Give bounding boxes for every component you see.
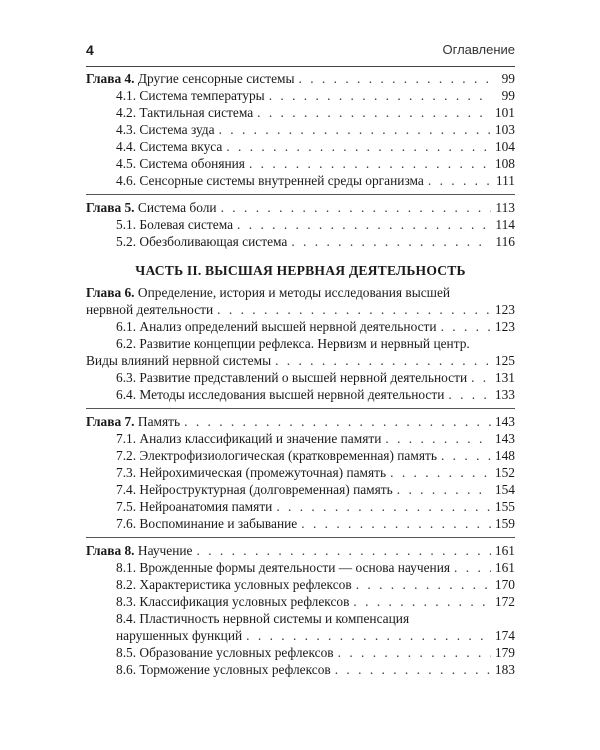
item-title: 4.3. Система зуда [116, 122, 215, 137]
page-ref: 111 [495, 173, 515, 188]
dot-leader [441, 318, 491, 335]
page-header [86, 42, 515, 64]
section-divider [86, 408, 515, 409]
chapter-title: Система боли [137, 200, 217, 215]
page-ref: 104 [494, 139, 515, 154]
item-title: 4.4. Система вкуса [116, 139, 223, 154]
item-title: 8.1. Врожденные формы деятельности — основа научения [116, 560, 451, 575]
toc-item[interactable] [86, 593, 515, 610]
page-ref: 113 [495, 200, 515, 215]
page-ref: 143 [494, 431, 515, 446]
toc-item[interactable] [86, 318, 515, 335]
page-ref: 148 [494, 448, 515, 463]
chapter-label: Глава 4. [86, 71, 135, 86]
page-ref: 161 [494, 543, 515, 558]
toc-item-line2[interactable] [86, 627, 515, 644]
toc-item[interactable] [86, 216, 515, 233]
item-title: 8.5. Образование условных рефлексов [116, 645, 334, 660]
page-ref: 179 [494, 645, 515, 660]
item-title: 5.2. Обезболивающая система [116, 234, 288, 249]
header-rule [86, 66, 515, 67]
item-title: 7.6. Воспоминание и забывание [116, 516, 298, 531]
dot-leader [471, 369, 491, 386]
item-title: 7.4. Нейроструктурная (долговременная) память [116, 482, 393, 497]
item-title-continued: Виды влияний нервной системы [86, 353, 272, 368]
section-divider [86, 194, 515, 195]
page-ref: 116 [495, 234, 515, 249]
toc-item[interactable] [86, 481, 515, 498]
item-title: 7.1. Анализ классификаций и значение памяти [116, 431, 382, 446]
page-number: 4 [86, 42, 94, 58]
item-title-continued: нарушенных функций [116, 628, 243, 643]
page-ref: 172 [494, 594, 515, 609]
dot-leader [356, 576, 491, 593]
toc-item[interactable] [86, 233, 515, 250]
page-ref: 143 [494, 414, 515, 429]
item-title: 6.3. Развитие представлений о высшей нервной деятельности [116, 370, 468, 385]
toc-item[interactable] [86, 386, 515, 403]
part-heading: ЧАСТЬ II. ВЫСШАЯ НЕРВНАЯ ДЕЯТЕЛЬНОСТЬ [135, 263, 466, 278]
dot-leader [428, 172, 491, 189]
item-title: 6.4. Методы исследования высшей нервной деятельности [116, 387, 445, 402]
item-title: 8.2. Характеристика условных рефлексов [116, 577, 352, 592]
running-title: Оглавление [442, 42, 515, 57]
toc-item[interactable] [86, 661, 515, 678]
page-ref: 183 [494, 662, 515, 677]
dot-leader [219, 121, 491, 138]
dot-leader [184, 413, 491, 430]
dot-leader [249, 155, 491, 172]
dot-leader [226, 138, 491, 155]
page-ref: 131 [494, 370, 515, 385]
chapter-label: Глава 7. [86, 414, 135, 429]
item-title: 8.3. Классификация условных рефлексов [116, 594, 350, 609]
item-title: 4.2. Тактильная система [116, 105, 254, 120]
page-ref: 159 [494, 516, 515, 531]
dot-leader [385, 430, 491, 447]
dot-leader [275, 352, 491, 369]
page-ref: 103 [494, 122, 515, 137]
dot-leader [448, 386, 491, 403]
page-ref: 101 [494, 105, 515, 120]
page-ref: 108 [494, 156, 515, 171]
dot-leader [335, 661, 491, 678]
dot-leader [257, 104, 491, 121]
toc-item[interactable] [86, 155, 515, 172]
page-ref: 114 [495, 217, 515, 232]
dot-leader [291, 233, 491, 250]
page-ref: 99 [501, 71, 515, 86]
item-title: 4.5. Система обоняния [116, 156, 245, 171]
chapter-title: Научение [137, 543, 193, 558]
dot-leader [276, 498, 491, 515]
toc-item[interactable] [86, 121, 515, 138]
page-ref: 125 [494, 353, 515, 368]
item-title: 4.6. Сенсорные системы внутренней среды организма [116, 173, 424, 188]
toc-item[interactable] [86, 104, 515, 121]
dot-leader [397, 481, 491, 498]
dot-leader [246, 627, 491, 644]
page-ref: 155 [494, 499, 515, 514]
dot-leader [237, 216, 491, 233]
dot-leader [338, 644, 491, 661]
dot-leader [454, 559, 491, 576]
toc-item[interactable] [86, 369, 515, 386]
page-ref: 152 [494, 465, 515, 480]
item-title: 6.1. Анализ определений высшей нервной деятельности [116, 319, 437, 334]
dot-leader [299, 70, 491, 87]
chapter-label: Глава 8. [86, 543, 135, 558]
chapter-label: Глава 6. [86, 285, 135, 300]
toc-item-line2[interactable] [86, 352, 515, 369]
toc-chapter-5[interactable] [86, 199, 515, 216]
section-divider [86, 537, 515, 538]
toc-chapter-4[interactable] [86, 70, 515, 87]
page-ref: 123 [494, 319, 515, 334]
page-ref: 99 [501, 88, 515, 103]
chapter-label: Глава 5. [86, 200, 135, 215]
toc-item-line1[interactable]: 8.4. Пластичность нервной системы и компенсация [116, 611, 410, 626]
toc-chapter-6-line1[interactable] [86, 284, 515, 301]
dot-leader [197, 542, 491, 559]
dot-leader [390, 464, 491, 481]
page-ref: 170 [494, 577, 515, 592]
dot-leader [441, 447, 491, 464]
table-of-contents [86, 70, 515, 678]
dot-leader [353, 593, 490, 610]
chapter-title: Память [137, 414, 181, 429]
item-title: 4.1. Система температуры [116, 88, 265, 103]
toc-chapter-7[interactable] [86, 413, 515, 430]
dot-leader [217, 301, 491, 318]
page-ref: 133 [494, 387, 515, 402]
toc-item[interactable] [86, 464, 515, 481]
toc-item[interactable] [86, 576, 515, 593]
dot-leader [301, 515, 491, 532]
page-ref: 154 [494, 482, 515, 497]
toc-item[interactable] [86, 515, 515, 532]
page-ref: 161 [494, 560, 515, 575]
item-title: 5.1. Болевая система [116, 217, 234, 232]
item-title: 7.2. Электрофизиологическая (кратковременная) память [116, 448, 437, 463]
toc-item[interactable] [86, 447, 515, 464]
toc-item[interactable] [86, 172, 515, 189]
toc-item[interactable] [86, 498, 515, 515]
toc-item[interactable] [86, 559, 515, 576]
item-title: 7.3. Нейрохимическая (промежуточная) память [116, 465, 387, 480]
toc-item[interactable] [86, 644, 515, 661]
toc-chapter-8[interactable] [86, 542, 515, 559]
page-ref: 123 [494, 302, 515, 317]
chapter-title: Другие сенсорные системы [137, 71, 295, 86]
page-ref: 174 [494, 628, 515, 643]
toc-item[interactable] [86, 138, 515, 155]
chapter-title-continued: нервной деятельности [86, 302, 214, 317]
toc-item-line1[interactable]: 6.2. Развитие концепции рефлекса. Нервизм и нервный центр. [116, 336, 470, 351]
toc-item[interactable] [86, 87, 515, 104]
chapter-title: Определение, история и методы исследования высшей [137, 285, 451, 300]
item-title: 7.5. Нейроанатомия памяти [116, 499, 273, 514]
toc-chapter-6-line2[interactable] [86, 301, 515, 318]
dot-leader [269, 87, 491, 104]
toc-item[interactable] [86, 430, 515, 447]
dot-leader [221, 199, 491, 216]
item-title: 8.6. Торможение условных рефлексов [116, 662, 331, 677]
